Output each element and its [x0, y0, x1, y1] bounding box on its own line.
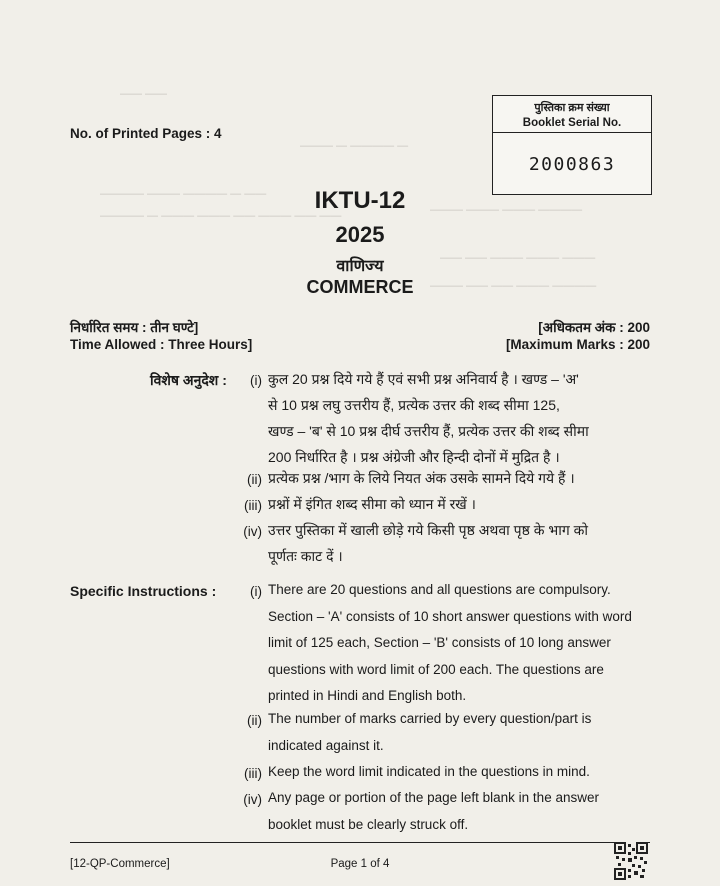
- subject-hindi: वाणिज्य: [336, 258, 384, 275]
- show-through-text: —— —— ——— ——— ———: [440, 252, 596, 264]
- footer-rule: [70, 842, 650, 843]
- instruction-line: limit of 125 each, Section – 'B' consists of 10 long answer: [268, 635, 611, 650]
- instruction-line: questions with word limit of 200 each. The questions are: [268, 661, 604, 677]
- paper-code: IKTU-12: [314, 187, 406, 214]
- paper-reference-code: [12-QP-Commerce]: [70, 858, 170, 870]
- instruction-line: से 10 प्रश्न लघु उत्तरीय हैं, प्रत्येक उत्तर की शब्द सीमा 125,: [268, 397, 560, 413]
- instruction-line: Keep the word limit indicated in the questions in mind.: [268, 764, 590, 779]
- instruction-line: 200 निर्धारित है । प्रश्न अंग्रेजी और हिन्दी दोनों में मुद्रित है ।: [268, 449, 560, 465]
- instruction-line: उत्तर पुस्तिका में खाली छोड़े गये किसी पृष्ठ अथवा पृष्ठ के भाग को: [268, 522, 589, 538]
- booklet-serial-label-hindi: पुस्तिका क्रम संख्या: [534, 102, 610, 114]
- hindi-instruction-4: [268, 517, 588, 569]
- show-through-text: ———— — ——— ——— —— ——— —— ——: [100, 210, 342, 222]
- exam-year: 2025: [335, 222, 385, 247]
- hindi-instruction-number: (i): [250, 373, 262, 388]
- instruction-4: [268, 785, 599, 838]
- maximum-marks-hindi: [अधिकतम अंक : 200: [538, 320, 650, 335]
- instruction-line: The number of marks carried by every question/part is: [268, 711, 592, 726]
- instruction-line: प्रश्नों में इंगित शब्द सीमा को ध्यान में रखें ।: [268, 496, 476, 512]
- hindi-instruction-2: [268, 465, 575, 491]
- instruction-number: (iv): [243, 792, 262, 807]
- hindi-instruction-number: (iii): [244, 498, 262, 513]
- instruction-line: There are 20 questions and all questions are compulsory.: [268, 582, 611, 597]
- instruction-line: Any page or portion of the page left blank in the answer: [268, 790, 599, 805]
- instruction-3: [268, 759, 590, 786]
- instruction-number: (i): [250, 584, 262, 599]
- show-through-text: ——— —— —— ——— ————: [430, 280, 597, 292]
- instruction-line: खण्ड – 'ब' से 10 प्रश्न दीर्घ उत्तरीय हैं, प्रत्येक उत्तर की शब्द सीमा: [268, 423, 589, 439]
- instruction-line: कुल 20 प्रश्न दिये गये हैं एवं सभी प्रश्न अनिवार्य है । खण्ड – 'अ': [268, 371, 579, 387]
- booklet-serial-box: [492, 95, 652, 195]
- instruction-line: booklet must be clearly struck off.: [268, 816, 469, 832]
- qr-code-icon: [614, 842, 648, 880]
- instruction-line: printed in Hindi and English both.: [268, 688, 467, 703]
- instruction-line: पूर्णतः काट दें ।: [268, 548, 343, 564]
- subject-title: COMMERCE: [306, 277, 414, 297]
- page-number: Page 1 of 4: [330, 858, 390, 870]
- instruction-line: प्रत्येक प्रश्न /भाग के लिये नियत अंक उसके सामने दिये गये हैं ।: [268, 470, 575, 486]
- show-through-text: ——— — ———— —: [300, 140, 409, 152]
- instruction-line: Section – 'A' consists of 10 short answer questions with word: [268, 608, 632, 624]
- show-through-text: ——— ——— ——— ————: [430, 204, 583, 216]
- time-allowed: Time Allowed : Three Hours]: [70, 337, 253, 352]
- hindi-instruction-number: (iv): [243, 524, 262, 539]
- booklet-serial-label: Booklet Serial No.: [522, 117, 622, 129]
- time-allowed-hindi: निर्धारित समय : तीन घण्टे]: [70, 320, 199, 335]
- hindi-instruction-1: [268, 366, 589, 470]
- hindi-instruction-number: (ii): [247, 472, 262, 487]
- booklet-serial-number: 2000863: [528, 154, 616, 175]
- printed-pages-count: No. of Printed Pages : 4: [70, 126, 222, 141]
- hindi-instruction-3: [268, 491, 476, 517]
- instruction-1: [268, 577, 632, 710]
- instruction-number: (ii): [247, 713, 262, 728]
- show-through-text: —— ——: [120, 88, 168, 100]
- instruction-line: indicated against it.: [268, 737, 384, 753]
- booklet-serial-header: [493, 96, 651, 133]
- instruction-number: (iii): [244, 766, 262, 781]
- show-through-text: ———— ——— ———— — ——: [100, 188, 267, 200]
- maximum-marks: [Maximum Marks : 200: [505, 337, 650, 352]
- specific-instructions-label: Specific Instructions :: [70, 583, 217, 599]
- hindi-instructions-label: विशेष अनुदेश :: [150, 372, 227, 388]
- instruction-2: [268, 706, 591, 759]
